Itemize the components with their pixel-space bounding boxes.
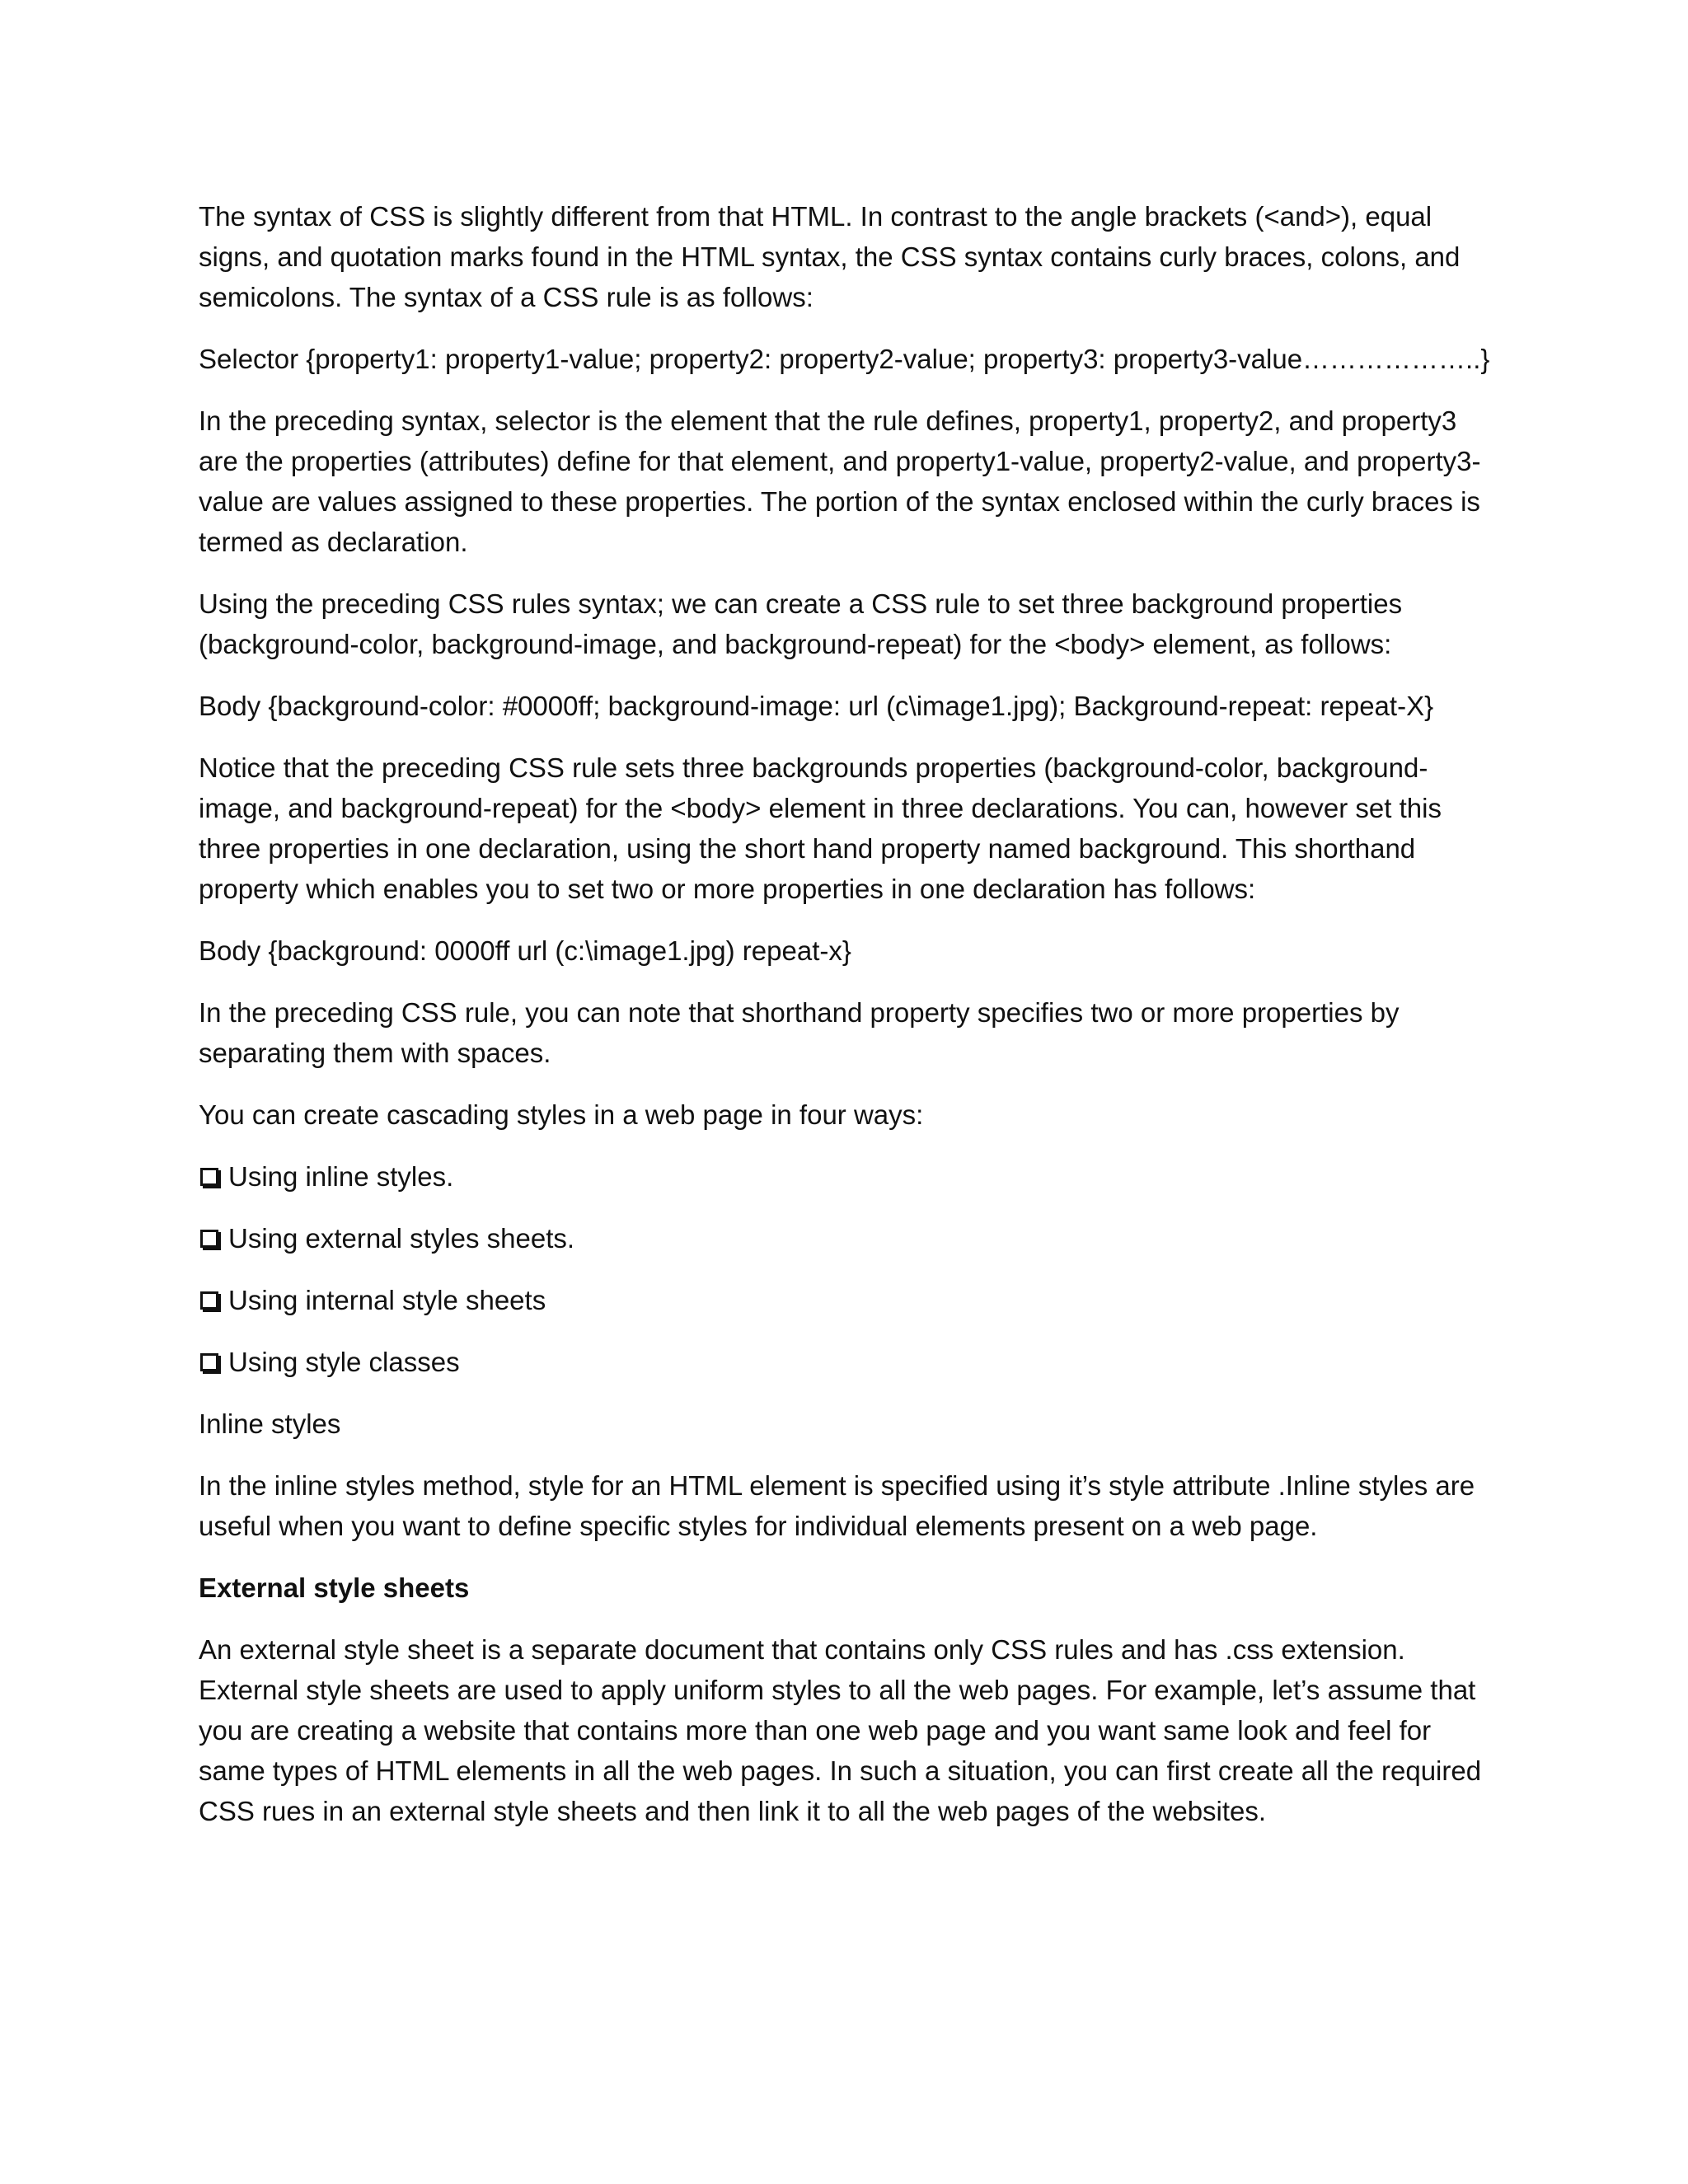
body-background-rule-line: Body {background-color: #0000ff; background-image: url (c\image1.jpg); Background-repeat: repeat-X} (199, 691, 1434, 721)
bullet-item-internal-styles (199, 1280, 1493, 1320)
document-page (199, 196, 1493, 1853)
bullet-label: Using style classes (228, 1347, 460, 1377)
bullet-item-style-classes (199, 1342, 1493, 1382)
checkbox-bullet-icon (200, 1230, 218, 1248)
inline-styles-paragraph: In the inline styles method, style for an HTML element is specified using it’s style attribute .Inline styles are useful when you want to define specific styles for individual elements present on a web page. (199, 1470, 1475, 1541)
selector-syntax-line: Selector {property1: property1-value; property2: property2-value; property3: property3-value………………..} (199, 344, 1490, 374)
inline-styles-heading: Inline styles (199, 1408, 341, 1439)
background-rule-intro-paragraph: Using the preceding CSS rules syntax; we can create a CSS rule to set three background properties (background-color, background-image, and background-repeat) for the <body> element, as follows: (199, 588, 1403, 659)
shorthand-explanation-paragraph: Notice that the preceding CSS rule sets three backgrounds properties (background-color, background-image, and background-repeat) for the <body> element in three declarations. You can, however set this three properties in one declaration, using the short hand property named background. This shorthand property which enables you to set two or more properties in one declaration has follows: (199, 752, 1442, 904)
checkbox-bullet-icon (200, 1291, 218, 1310)
bullet-item-inline-styles (199, 1156, 1493, 1197)
bullet-item-external-styles (199, 1218, 1493, 1258)
bullet-label: Using internal style sheets (228, 1285, 546, 1315)
bullet-label: Using external styles sheets. (228, 1223, 575, 1254)
syntax-explanation-paragraph: In the preceding syntax, selector is the element that the rule defines, property1, property2, and property3 are the properties (attributes) define for that element, and property1-value, property2-value, and property3-value are values assigned to these properties. The portion of the syntax enclosed within the curly braces is termed as declaration. (199, 405, 1481, 557)
intro-paragraph: The syntax of CSS is slightly different from that HTML. In contrast to the angle brackets (<and>), equal signs, and quotation marks found in the HTML syntax, the CSS syntax contains curly braces, colons, and semicolons. The syntax of a CSS rule is as follows: (199, 201, 1461, 312)
shorthand-note-paragraph: In the preceding CSS rule, you can note that shorthand property specifies two or more properties by separating them with spaces. (199, 997, 1400, 1068)
external-style-sheets-paragraph: An external style sheet is a separate document that contains only CSS rules and has .css extension. External style sheets are used to apply uniform styles to all the web pages. For example, let’s assume that you are creating a website that contains more than one web page and you want same look and feel for same types of HTML elements in all the web pages. In such a situation, you can first create all the required CSS rues in an external style sheets and then link it to all the web pages of the websites. (199, 1634, 1482, 1826)
external-style-sheets-heading: External style sheets (199, 1572, 470, 1603)
body-shorthand-rule-line: Body {background: 0000ff url (c:\image1.jpg) repeat-x} (199, 935, 851, 966)
checkbox-bullet-icon (200, 1168, 218, 1186)
four-ways-paragraph: You can create cascading styles in a web page in four ways: (199, 1099, 924, 1130)
checkbox-bullet-icon (200, 1353, 218, 1371)
bullet-label: Using inline styles. (228, 1161, 454, 1192)
